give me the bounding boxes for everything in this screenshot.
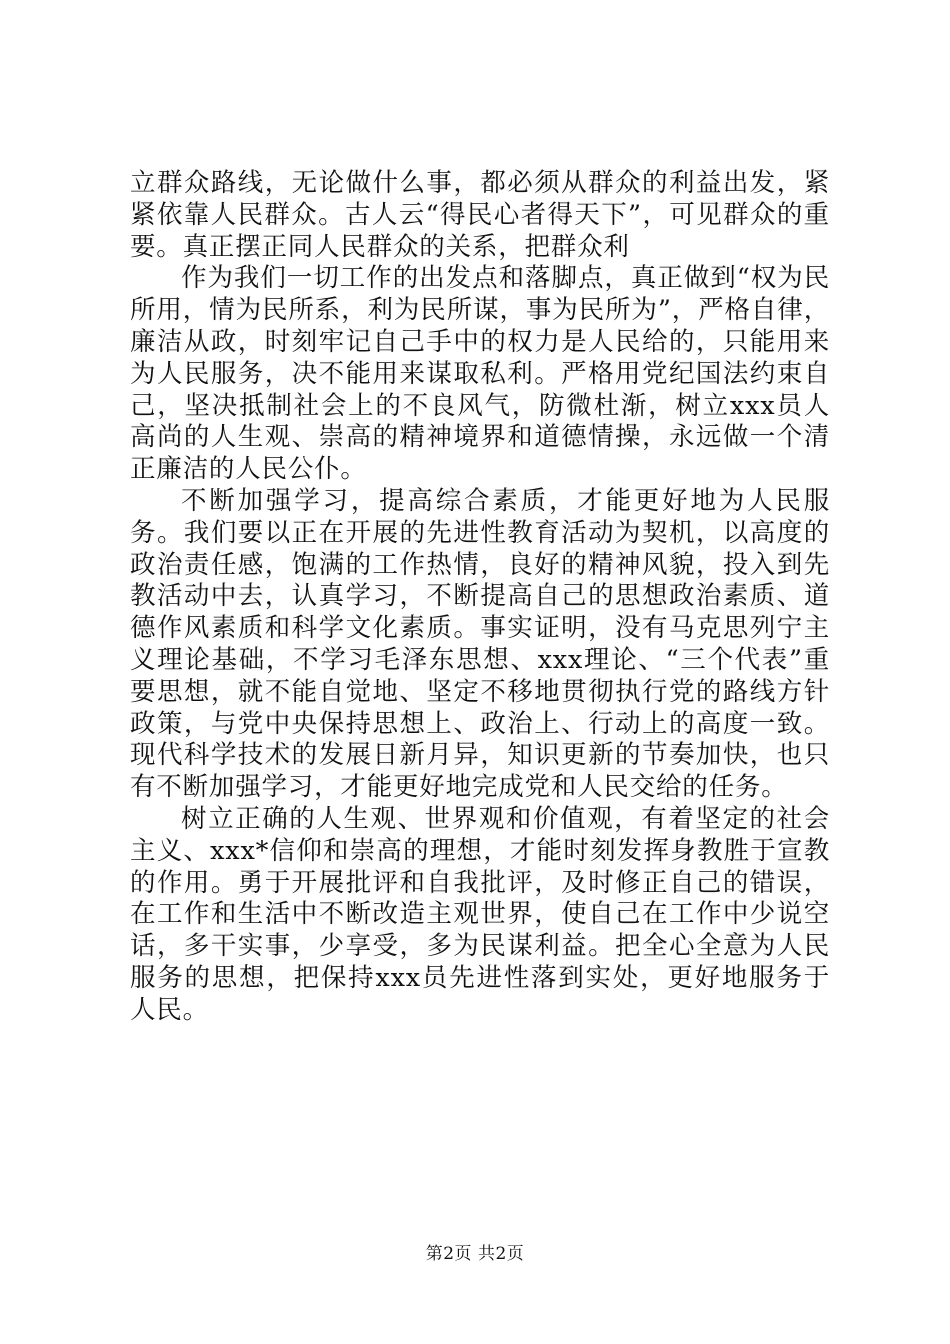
page-number-footer: 第2页 共2页 bbox=[425, 1244, 525, 1264]
paragraph-continued: 立群众路线，无论做什么事，都必须从群众的利益出发，紧紧依靠人民群众。古人云“得民心者得天下”，可见群众的重要。真正摆正同人民群众的关系，把群众利 bbox=[130, 168, 830, 262]
paragraph: 树立正确的人生观、世界观和价值观，有着坚定的社会主义、xxx*信仰和崇高的理想，才能时刻发挥身教胜于宣教的作用。勇于开展批评和自我批评，及时修正自己的错误，在工作和生活中不断改造主观世界，使自己在工作中少说空话，多干实事，少享受，多为民谋利益。把全心全意为人民服务的思想，把保持xxx员先进性落到实处，更好地服务于人民。 bbox=[130, 803, 830, 1025]
document-body bbox=[130, 168, 830, 1027]
paragraph: 作为我们一切工作的出发点和落脚点，真正做到“权为民所用，情为民所系，利为民所谋，事为民所为”，严格自律，廉洁从政，时刻牢记自己手中的权力是人民给的，只能用来为人民服务，决不能用来谋取私利。严格用党纪国法约束自己，坚决抵制社会上的不良风气，防微杜渐，树立xxx员人高尚的人生观、崇高的精神境界和道德情操，永远做一个清正廉洁的人民公仆。 bbox=[130, 263, 830, 485]
paragraph: 不断加强学习，提高综合素质，才能更好地为人民服务。我们要以正在开展的先进性教育活动为契机，以高度的政治责任感，饱满的工作热情，良好的精神风貌，投入到先教活动中去，认真学习，不断提高自己的思想政治素质、道德作风素质和科学文化素质。事实证明，没有马克思列宁主义理论基础，不学习毛泽东思想、xxx理论、“三个代表”重要思想，就不能自觉地、坚定不移地贯彻执行党的路线方针政策，与党中央保持思想上、政治上、行动上的高度一致。现代科学技术的发展日新月异，知识更新的节奏加快，也只有不断加强学习，才能更好地完成党和人民交给的任务。 bbox=[130, 485, 830, 803]
